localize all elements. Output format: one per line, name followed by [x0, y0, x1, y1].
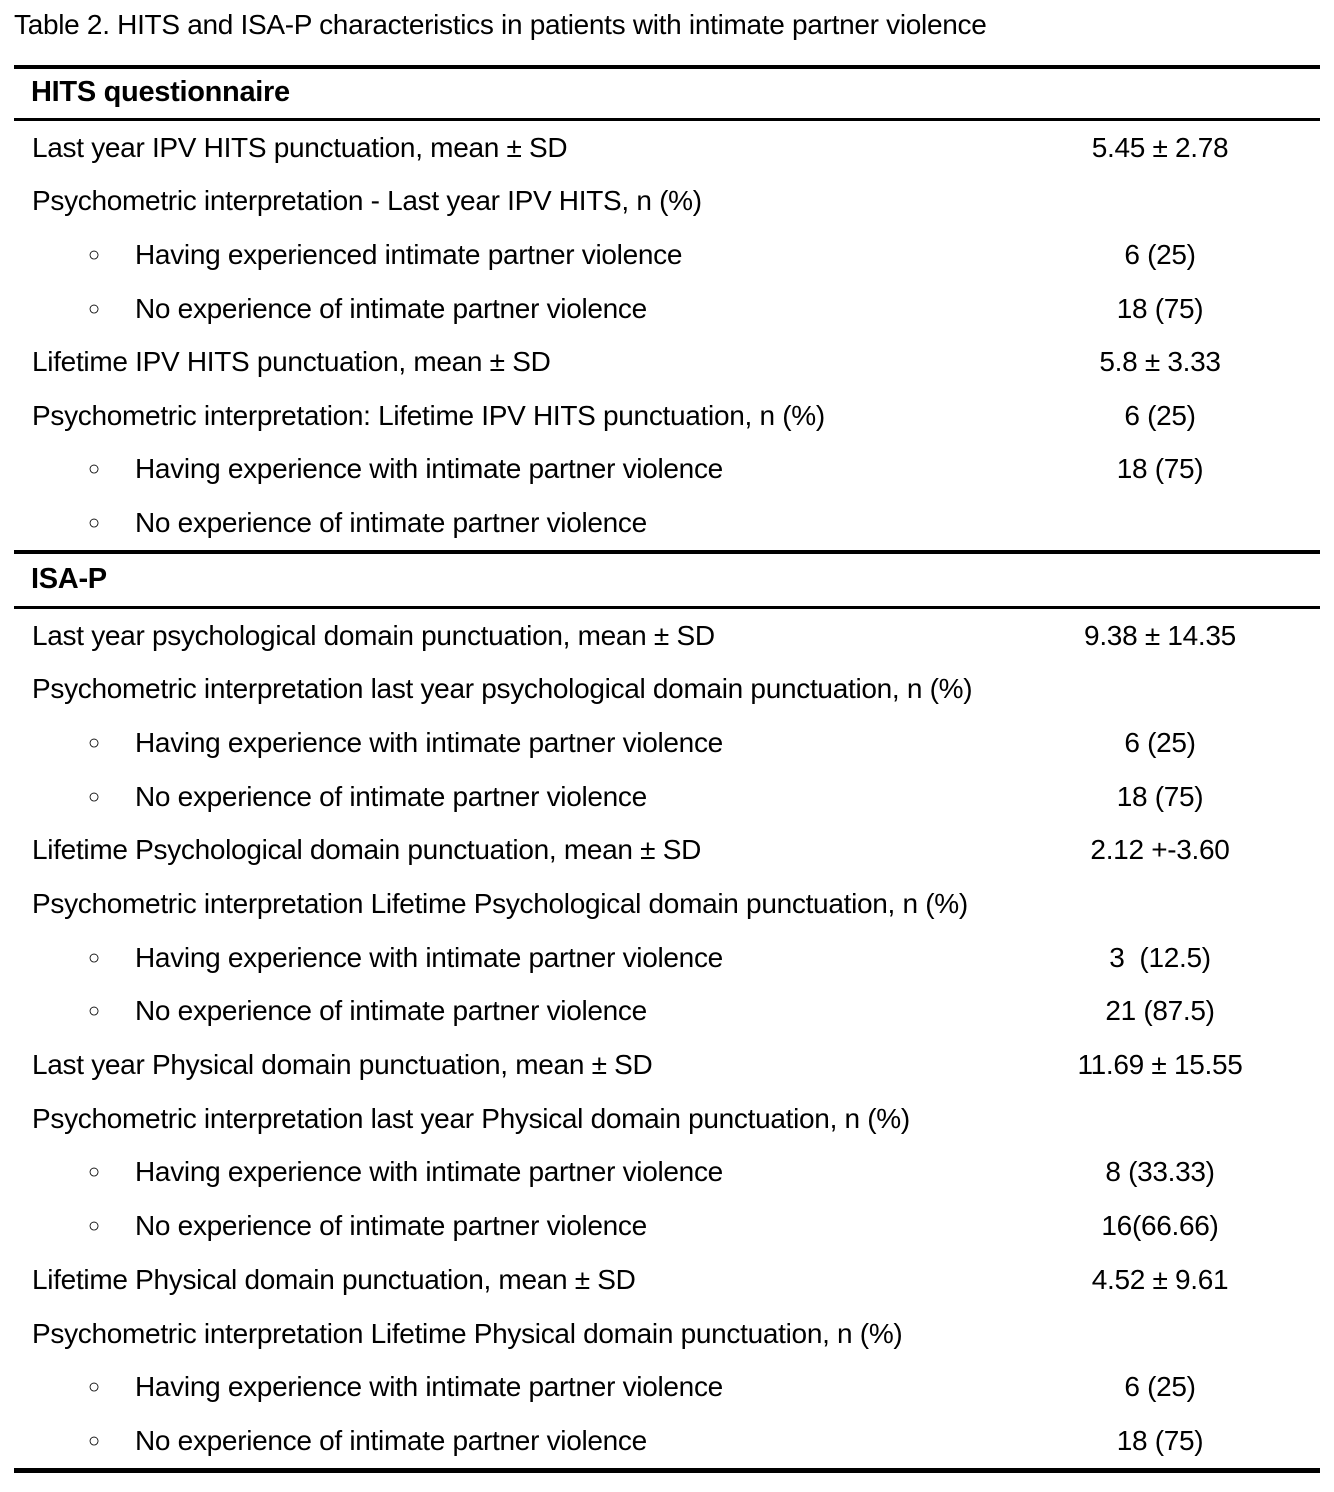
row-label-text: Lifetime IPV HITS punctuation, mean ± SD — [32, 346, 551, 378]
row-value: 18 (75) — [1116, 453, 1204, 485]
row-label — [14, 1210, 1010, 1242]
row-label-text: Psychometric interpretation - Last year IPV HITS, n (%) — [32, 185, 702, 217]
row-label — [14, 132, 1010, 164]
row-label — [14, 673, 1010, 705]
table-row — [14, 175, 1320, 229]
row-value: 21 (87.5) — [1105, 995, 1215, 1027]
row-label-text: Last year psychological domain punctuation, mean ± SD — [32, 619, 715, 651]
table-section — [14, 550, 1320, 1468]
row-label-text: No experience of intimate partner violence — [135, 780, 647, 812]
row-label-text: Having experience with intimate partner violence — [135, 1156, 723, 1188]
section-rows — [14, 121, 1320, 550]
row-label-text: Psychometric interpretation last year Physical domain punctuation, n (%) — [32, 1102, 910, 1134]
row-label-text: Psychometric interpretation Lifetime Physical domain punctuation, n (%) — [32, 1317, 903, 1349]
row-value: 6 (25) — [1124, 726, 1196, 758]
row-label — [14, 620, 1010, 652]
table-row — [14, 1307, 1320, 1361]
row-value: 18 (75) — [1116, 780, 1204, 812]
table-row — [14, 716, 1320, 770]
row-value: 18 (75) — [1116, 1424, 1204, 1456]
circle-bullet-icon: ○ — [88, 1000, 100, 1023]
row-label-text: Last year IPV HITS punctuation, mean ± SD — [32, 131, 568, 163]
table-row — [14, 931, 1320, 985]
table-caption: Table 2. HITS and ISA-P characteristics in patients with intimate partner violence — [14, 9, 987, 40]
row-value: 16(66.66) — [1101, 1210, 1219, 1242]
row-label — [14, 507, 1010, 539]
circle-bullet-icon: ○ — [88, 1161, 100, 1184]
row-label — [14, 995, 1010, 1027]
row-label-text: No experience of intimate partner violence — [135, 1424, 647, 1456]
section-header: ISA-P — [14, 550, 1320, 609]
table-row — [14, 335, 1320, 389]
row-label-text: Psychometric interpretation last year psychological domain punctuation, n (%) — [32, 673, 973, 705]
row-value: 6 (25) — [1124, 1371, 1196, 1403]
table-row — [14, 609, 1320, 663]
row-label — [14, 185, 1010, 217]
row-label — [14, 834, 1010, 866]
row-label-text: Lifetime Psychological domain punctuation, mean ± SD — [32, 834, 702, 866]
table-row — [14, 389, 1320, 443]
table-row — [14, 496, 1320, 550]
row-value: 5.8 ± 3.33 — [1099, 346, 1221, 378]
table-section — [14, 65, 1320, 550]
row-value: 5.45 ± 2.78 — [1091, 131, 1229, 163]
row-label — [14, 888, 1010, 920]
table-bottom-rule — [14, 1468, 1320, 1473]
table-row — [14, 1360, 1320, 1414]
row-label — [14, 346, 1010, 378]
row-label — [14, 1318, 1010, 1350]
row-label-text: No experience of intimate partner violence — [135, 506, 647, 538]
row-label — [14, 239, 1010, 271]
circle-bullet-icon: ○ — [88, 511, 100, 534]
circle-bullet-icon: ○ — [88, 1429, 100, 1452]
table-row — [14, 1253, 1320, 1307]
table-row — [14, 1199, 1320, 1253]
circle-bullet-icon: ○ — [88, 1376, 100, 1399]
row-label-text: No experience of intimate partner violence — [135, 1210, 647, 1242]
row-label — [14, 1264, 1010, 1296]
circle-bullet-icon: ○ — [88, 731, 100, 754]
circle-bullet-icon: ○ — [88, 297, 100, 320]
table-row — [14, 443, 1320, 497]
row-label-text: Psychometric interpretation Lifetime Psychological domain punctuation, n (%) — [32, 888, 968, 920]
circle-bullet-icon: ○ — [88, 458, 100, 481]
row-label-text: Lifetime Physical domain punctuation, mean ± SD — [32, 1263, 636, 1295]
table — [14, 65, 1320, 1468]
row-label-text: Last year Physical domain punctuation, mean ± SD — [32, 1049, 653, 1081]
row-label-text: Having experience with intimate partner violence — [135, 453, 723, 485]
table-row — [14, 228, 1320, 282]
row-label-text: Having experience with intimate partner violence — [135, 1371, 723, 1403]
row-value: 6 (25) — [1124, 399, 1196, 431]
section-header: HITS questionnaire — [14, 65, 1320, 121]
row-value: 2.12 +-3.60 — [1090, 834, 1230, 866]
table-row — [14, 1146, 1320, 1200]
row-label — [14, 942, 1010, 974]
row-value: 18 (75) — [1116, 292, 1204, 324]
table-row — [14, 121, 1320, 175]
section-rows — [14, 609, 1320, 1468]
row-label — [14, 293, 1010, 325]
row-value: 9.38 ± 14.35 — [1084, 619, 1236, 651]
table-row — [14, 1092, 1320, 1146]
row-label-text: Having experience with intimate partner violence — [135, 941, 723, 973]
circle-bullet-icon: ○ — [88, 785, 100, 808]
table-row — [14, 1038, 1320, 1092]
row-label — [14, 400, 1010, 432]
table-row — [14, 877, 1320, 931]
row-label — [14, 1371, 1010, 1403]
table-row — [14, 985, 1320, 1039]
circle-bullet-icon: ○ — [88, 946, 100, 969]
row-label-text: No experience of intimate partner violence — [135, 292, 647, 324]
row-label — [14, 781, 1010, 813]
table-row — [14, 770, 1320, 824]
row-label-text: No experience of intimate partner violence — [135, 995, 647, 1027]
circle-bullet-icon: ○ — [88, 243, 100, 266]
row-label — [14, 453, 1010, 485]
row-label — [14, 1103, 1010, 1135]
table-row — [14, 662, 1320, 716]
table-row — [14, 282, 1320, 336]
circle-bullet-icon: ○ — [88, 1215, 100, 1238]
row-label — [14, 727, 1010, 759]
row-value: 11.69 ± 15.55 — [1077, 1049, 1243, 1081]
row-label-text: Psychometric interpretation: Lifetime IPV HITS punctuation, n (%) — [32, 399, 825, 431]
row-label — [14, 1156, 1010, 1188]
row-value: 4.52 ± 9.61 — [1091, 1263, 1229, 1295]
table-row — [14, 824, 1320, 878]
row-value: 6 (25) — [1124, 238, 1196, 270]
row-label — [14, 1425, 1010, 1457]
row-label-text: Having experience with intimate partner violence — [135, 726, 723, 758]
row-label-text: Having experienced intimate partner violence — [135, 238, 683, 270]
row-label — [14, 1049, 1010, 1081]
row-value: 3 (12.5) — [1109, 941, 1211, 973]
table-row — [14, 1414, 1320, 1468]
row-value: 8 (33.33) — [1105, 1156, 1215, 1188]
